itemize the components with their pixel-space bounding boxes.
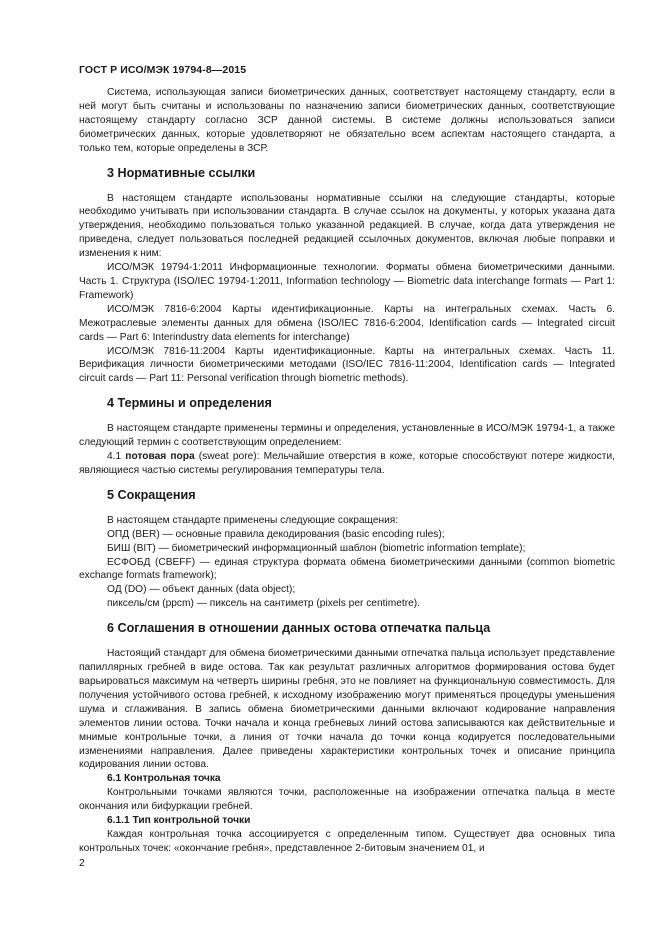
reference-item: ИСО/МЭК 19794-1:2011 Информационные технологии. Форматы обмена биометрическими данными. Часть 1. Структура (ISO/IEC 19794-1:2011, Information technology — Biometric data interchange formats — Part 1: Framework) xyxy=(79,262,615,301)
intro-paragraph: Система, использующая записи биометрических данных, соответствует настоящему стандарту, если в ней могут быть считаны и использованы по назначению записи биометрических данных, соответствующие настоящему стандарту согласно ЗСР данной системы. В системе должны использоваться записи биометрических данных, которые удовлетворяют не обязательно всем аспектам настоящего стандарта, а только тем, которые определены в ЗСР. xyxy=(79,87,615,154)
subsection-6-1-heading: 6.1 Контрольная точка xyxy=(107,773,221,785)
section-5-heading: 5 Сокращения xyxy=(107,487,196,502)
standard-header: ГОСТ Р ИСО/МЭК 19794-8—2015 xyxy=(79,64,247,76)
abbreviation-item: пиксель/см (ppcm) — пиксель на сантиметр (pixels per centimetre). xyxy=(107,598,421,610)
reference-item: ИСО/МЭК 7816-11:2004 Карты идентификационные. Карты на интегральных схемах. Часть 11. Верификация личности биометрическими методами (ISO/IEC 7816-11:2004, Identification cards — Integrated circuit cards — Part 11: Personal verification through biometric methods). xyxy=(79,345,615,385)
section-5-paragraph: В настоящем стандарте применены следующие сокращения: xyxy=(107,514,399,526)
subsection-6-1-1-heading: 6.1.1 Тип контрольной точки xyxy=(107,815,251,827)
abbreviation-item: ЕСФОБД (CBEFF) — единая структура формата обмена биометрическими данными (common biometric exchange formats framework); xyxy=(79,556,615,582)
reference-item: ИСО/МЭК 7816-6:2004 Карты идентификационные. Карты на интегральных схемах. Часть 6. Межотраслевые элементы данных для обмена (ISO/IEC 7816-6:2004, Identification cards — Integrated circuit cards — Part 6: Interindustry data elements for interchange) xyxy=(79,303,615,343)
abbreviation-item: ОД (DO) — объект данных (data object); xyxy=(107,584,296,596)
term-text: (sweat pore): Мельчайшие отверстия в коже, которые способствуют потере жидкости, являющиеся частью системы регулирования температуры тела. xyxy=(79,451,615,476)
subsection-6-1-paragraph: Контрольными точками являются точки, расположенные на изображении отпечатка пальца в месте окончания или бифуркации гребней. xyxy=(79,787,615,813)
page-number: 2 xyxy=(79,857,85,869)
section-6-heading: 6 Соглашения в отношении данных остова отпечатка пальца xyxy=(107,621,491,636)
term-definition xyxy=(79,450,615,478)
section-3-paragraph: В настоящем стандарте использованы нормативные ссылки на следующие стандарты, которые необходимо учитывать при использовании стандарта. В случае ссылок на документы, у которых указана дата утверждения, необходимо пользоваться только указанной редакцией. В случае, когда дата утверждения не приведена, следует пользоваться последней редакцией ссылочных документов, включая любые поправки и изменения к ним: xyxy=(79,192,615,260)
section-3-heading: 3 Нормативные ссылки xyxy=(107,165,256,180)
section-4-paragraph: В настоящем стандарте применены термины и определения, установленные в ИСО/МЭК 19794-1, а также следующий термин с соответствующим определением: xyxy=(79,423,615,449)
section-4-heading: 4 Термины и определения xyxy=(107,396,272,411)
section-6-paragraph: Настоящий стандарт для обмена биометрическими данными отпечатка пальца использует представление папиллярных гребней в виде остова. Так как результат различных алгоритмов формирования остова будет варьироваться максимум на четверть ширины гребня, это не повлияет на функциональную совместимость. Для получения устойчивого остова гребней, к исходному изображению могут применяться процедуры уменьшения шума и сглаживания. В запись обмена биометрическими данными включают кодирование направления элементов линии остова. Точки начала и конца гребневых линий остова записываются как действительные и мнимые контрольные точки, а линия от точки начала до точки конца кодируется последовательными изменениями направления. Далее приведены характеристики контрольных точек и описание принципа кодирования линии остова. xyxy=(79,648,615,771)
subsection-6-1-1-paragraph: Каждая контрольная точка ассоциируется с определенным типом. Существует два основных типа контрольных точек: «окончание гребня», представленное 2-битовым значением 01, и xyxy=(79,828,615,854)
term-name: потовая пора xyxy=(125,451,195,463)
abbreviation-item: БИШ (BIT) — биометрический информационный шаблон (biometric information template); xyxy=(107,542,526,554)
abbreviation-item: ОПД (BER) — основные правила декодирования (basic encoding rules); xyxy=(107,528,445,540)
document-body xyxy=(79,86,615,856)
term-number: 4.1 xyxy=(107,451,122,463)
